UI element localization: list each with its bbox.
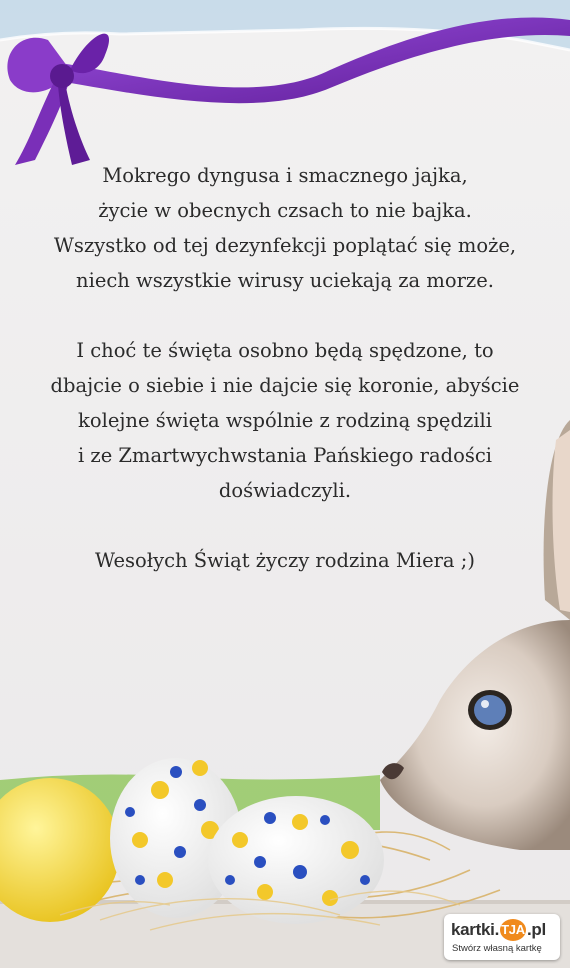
greeting-text (20, 158, 550, 578)
greeting-line: niech wszystkie wirusy uciekają za morze. (76, 269, 494, 292)
greeting-line: I choć te święta osobno będą spędzone, to (76, 339, 494, 362)
logo-tagline: Stwórz własną kartkę (452, 943, 542, 954)
greeting-line: Mokrego dyngusa i smacznego jajka, (102, 164, 468, 187)
greeting-line: i ze Zmartwychwstania Pańskiego radości (77, 444, 493, 467)
greeting-line: dbajcie o siebie i nie dajcie się koronie, abyście (50, 374, 520, 397)
greeting-line: Wszystko od tej dezynfekcji poplątać się może, (53, 234, 517, 257)
greeting-line: życie w obecnych czsach to nie bajka. (98, 199, 472, 222)
logo-badge: TJA (500, 919, 526, 941)
logo-brand-suffix: .pl (527, 920, 546, 939)
greeting-line: doświadczyli. (218, 479, 352, 502)
logo-brand-prefix: kartki. (451, 920, 499, 939)
logo-brand (451, 919, 546, 941)
greeting-line: kolejne święta wspólnie z rodziną spędzili (78, 409, 492, 432)
greeting-line (20, 508, 550, 543)
greeting-line (20, 298, 550, 333)
kartki-logo-link[interactable] (444, 914, 560, 960)
greeting-signature: Wesołych Świąt życzy rodzina Miera ;) (95, 549, 475, 572)
